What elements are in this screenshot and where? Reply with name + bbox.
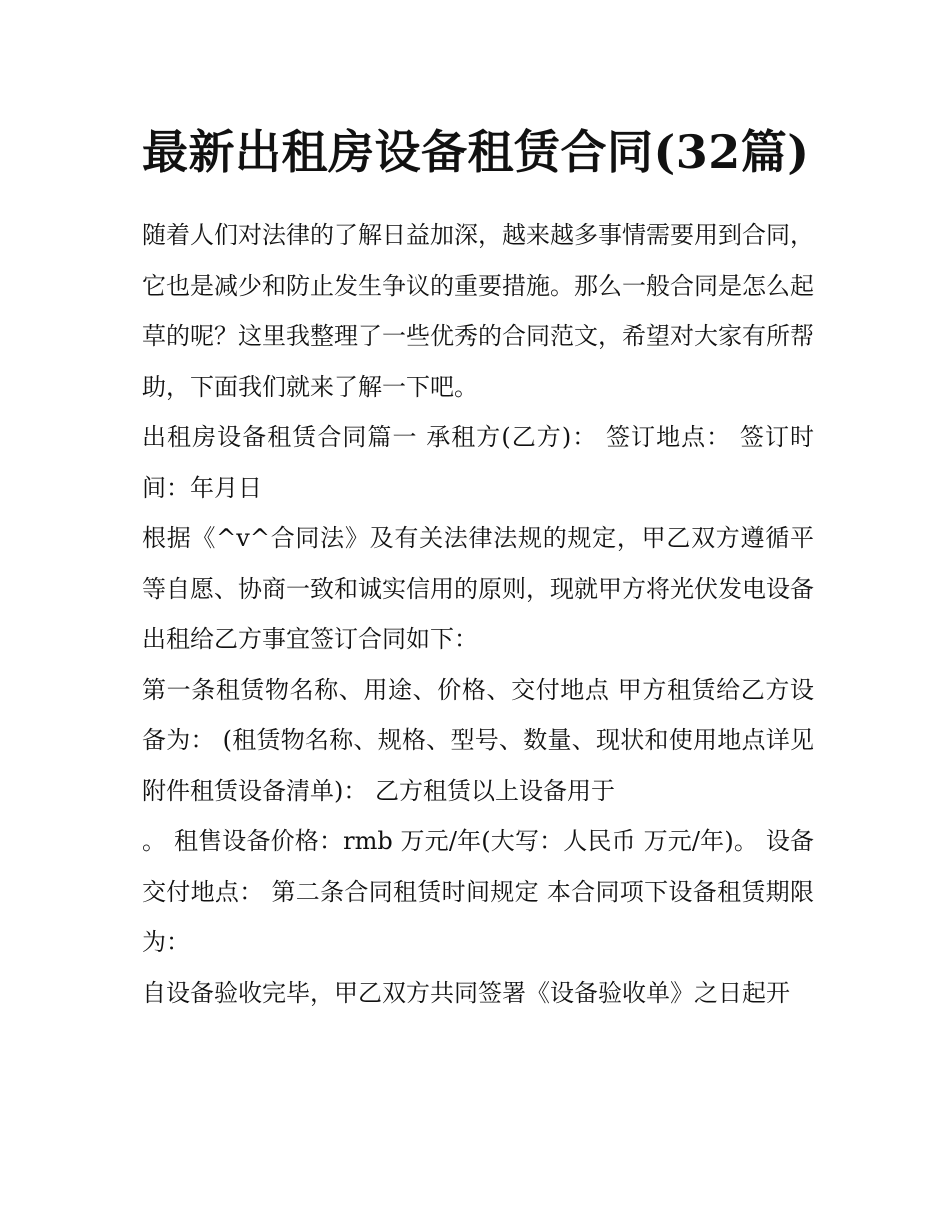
- document-title: 最新出租房设备租赁合同(32篇): [142, 125, 810, 179]
- document-page: [142, 112, 814, 1018]
- paragraph-contract-header: 出租房设备租赁合同篇一 承租方(乙方)： 签订地点： 签订时间：年月日: [142, 423, 814, 502]
- paragraph-term-start: 自设备验收完毕，甲乙双方共同签署《设备验收单》之日起开: [142, 978, 790, 1007]
- paragraph-price-and-term: 。 租售设备价格：rmb 万元/年(大写：人民币 万元/年)。 设备交付地点： 第二条合同租赁时间规定 本合同项下设备租赁期限为：: [142, 827, 814, 956]
- paragraph-intro: 随着人们对法律的了解日益加深，越来越多事情需要用到合同，它也是减少和防止发生争议的重要措施。那么一般合同是怎么起草的呢？这里我整理了一些优秀的合同范文，希望对大家有所帮助，下面我们就来了解一下吧。: [142, 221, 814, 401]
- paragraph-legal-basis: 根据《^v^合同法》及有关法律法规的规定，甲乙双方遵循平等自愿、协商一致和诚实信用的原则，现就甲方将光伏发电设备出租给乙方事宜签订合同如下：: [142, 524, 814, 653]
- paragraph-article-one: 第一条租赁物名称、用途、价格、交付地点 甲方租赁给乙方设备为： (租赁物名称、规格、型号、数量、现状和使用地点详见附件租赁设备清单)： 乙方租赁以上设备用于: [142, 675, 814, 805]
